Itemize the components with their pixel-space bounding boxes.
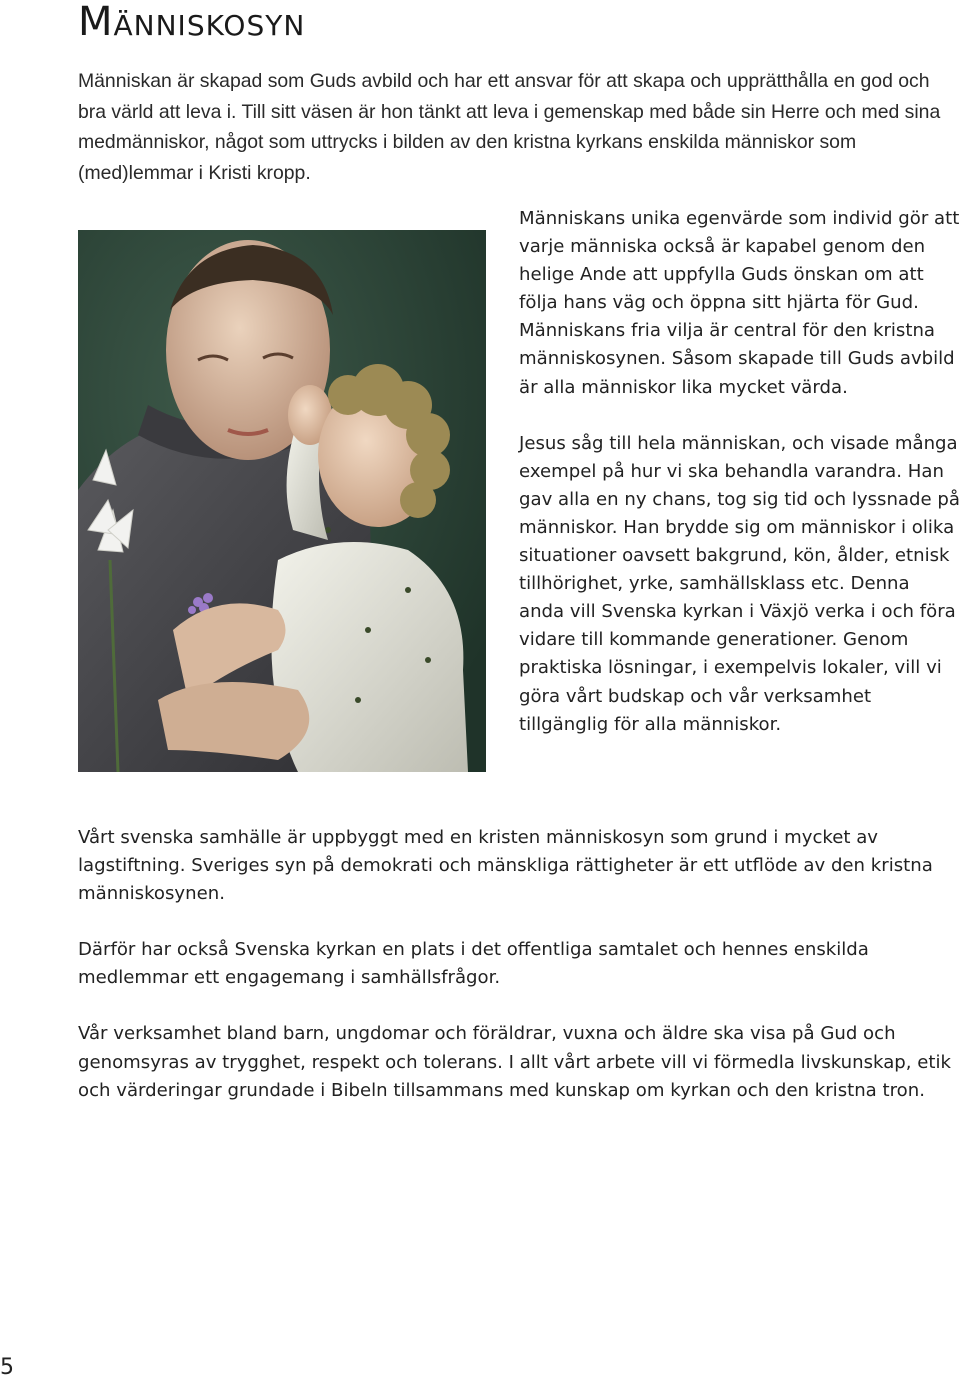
page-title: Människosyn [78, 0, 306, 45]
side-paragraph: Människans unika egenvärde som individ gör att varje människa också är kapabel genom den helige Ande att uppfylla Guds önskan om att följa hans väg och öppna sitt hjärta för Gud. Människans fria vilja är central för den kristna människosynen. Såsom skapade till Guds avbild är alla människor lika mycket värda. [519, 208, 960, 398]
side-column [519, 205, 960, 739]
side-paragraph: Jesus såg till hela människan, och visade många exempel på hur vi ska behandla varandra. Han gav alla en ny chans, tog sig tid och lyssnade på människor. Han brydde sig om människor i olika situationer oavsett bakgrund, kön, ålder, etnisk tillhörighet, yrke, samhällsklass etc. Denna anda vill Svenska kyrkan i Växjö verka i och föra vidare till kommande generationer. Genom praktiska lösningar, i exempelvis lokaler, vill vi göra vårt budskap och vår verksamhet tillgänglig för alla människor. [519, 432, 960, 735]
body-paragraph: Vårt svenska samhälle är uppbyggt med en kristen människosyn som grund i mycket av lagstiftning. Sveriges syn på demokrati och mänskliga rättigheter är ett utflöde av den kristna människosynen. [78, 827, 933, 905]
bottom-column [78, 824, 958, 1133]
body-paragraph: Vår verksamhet bland barn, ungdomar och föräldrar, vuxna och äldre ska visa på Gud och genomsyras av trygghet, respekt och tolerans. I allt vårt arbete vill vi förmedla livskunskap, etik och värderingar grundade i Bibeln tillsammans med kunskap om kyrkan och den kristna tron. [78, 1023, 952, 1101]
body-paragraph: Därför har också Svenska kyrkan en plats i det offentliga samtalet och hennes enskilda medlemmar ett engagemang i samhällsfrågor. [78, 939, 869, 989]
page-number: 5 [0, 1355, 14, 1380]
intro-paragraph: Människan är skapad som Guds avbild och har ett ansvar för att skapa och upprätthålla en god och bra värld att leva i. Till sitt väsen är hon tänkt att leva i gemenskap med både sin Herre och med sina medmänniskor, något som uttrycks i bilden av den kristna kyrkans enskilda människor som (med)lemmar i Kristi kropp. [78, 70, 941, 185]
statue-photo [78, 230, 486, 772]
